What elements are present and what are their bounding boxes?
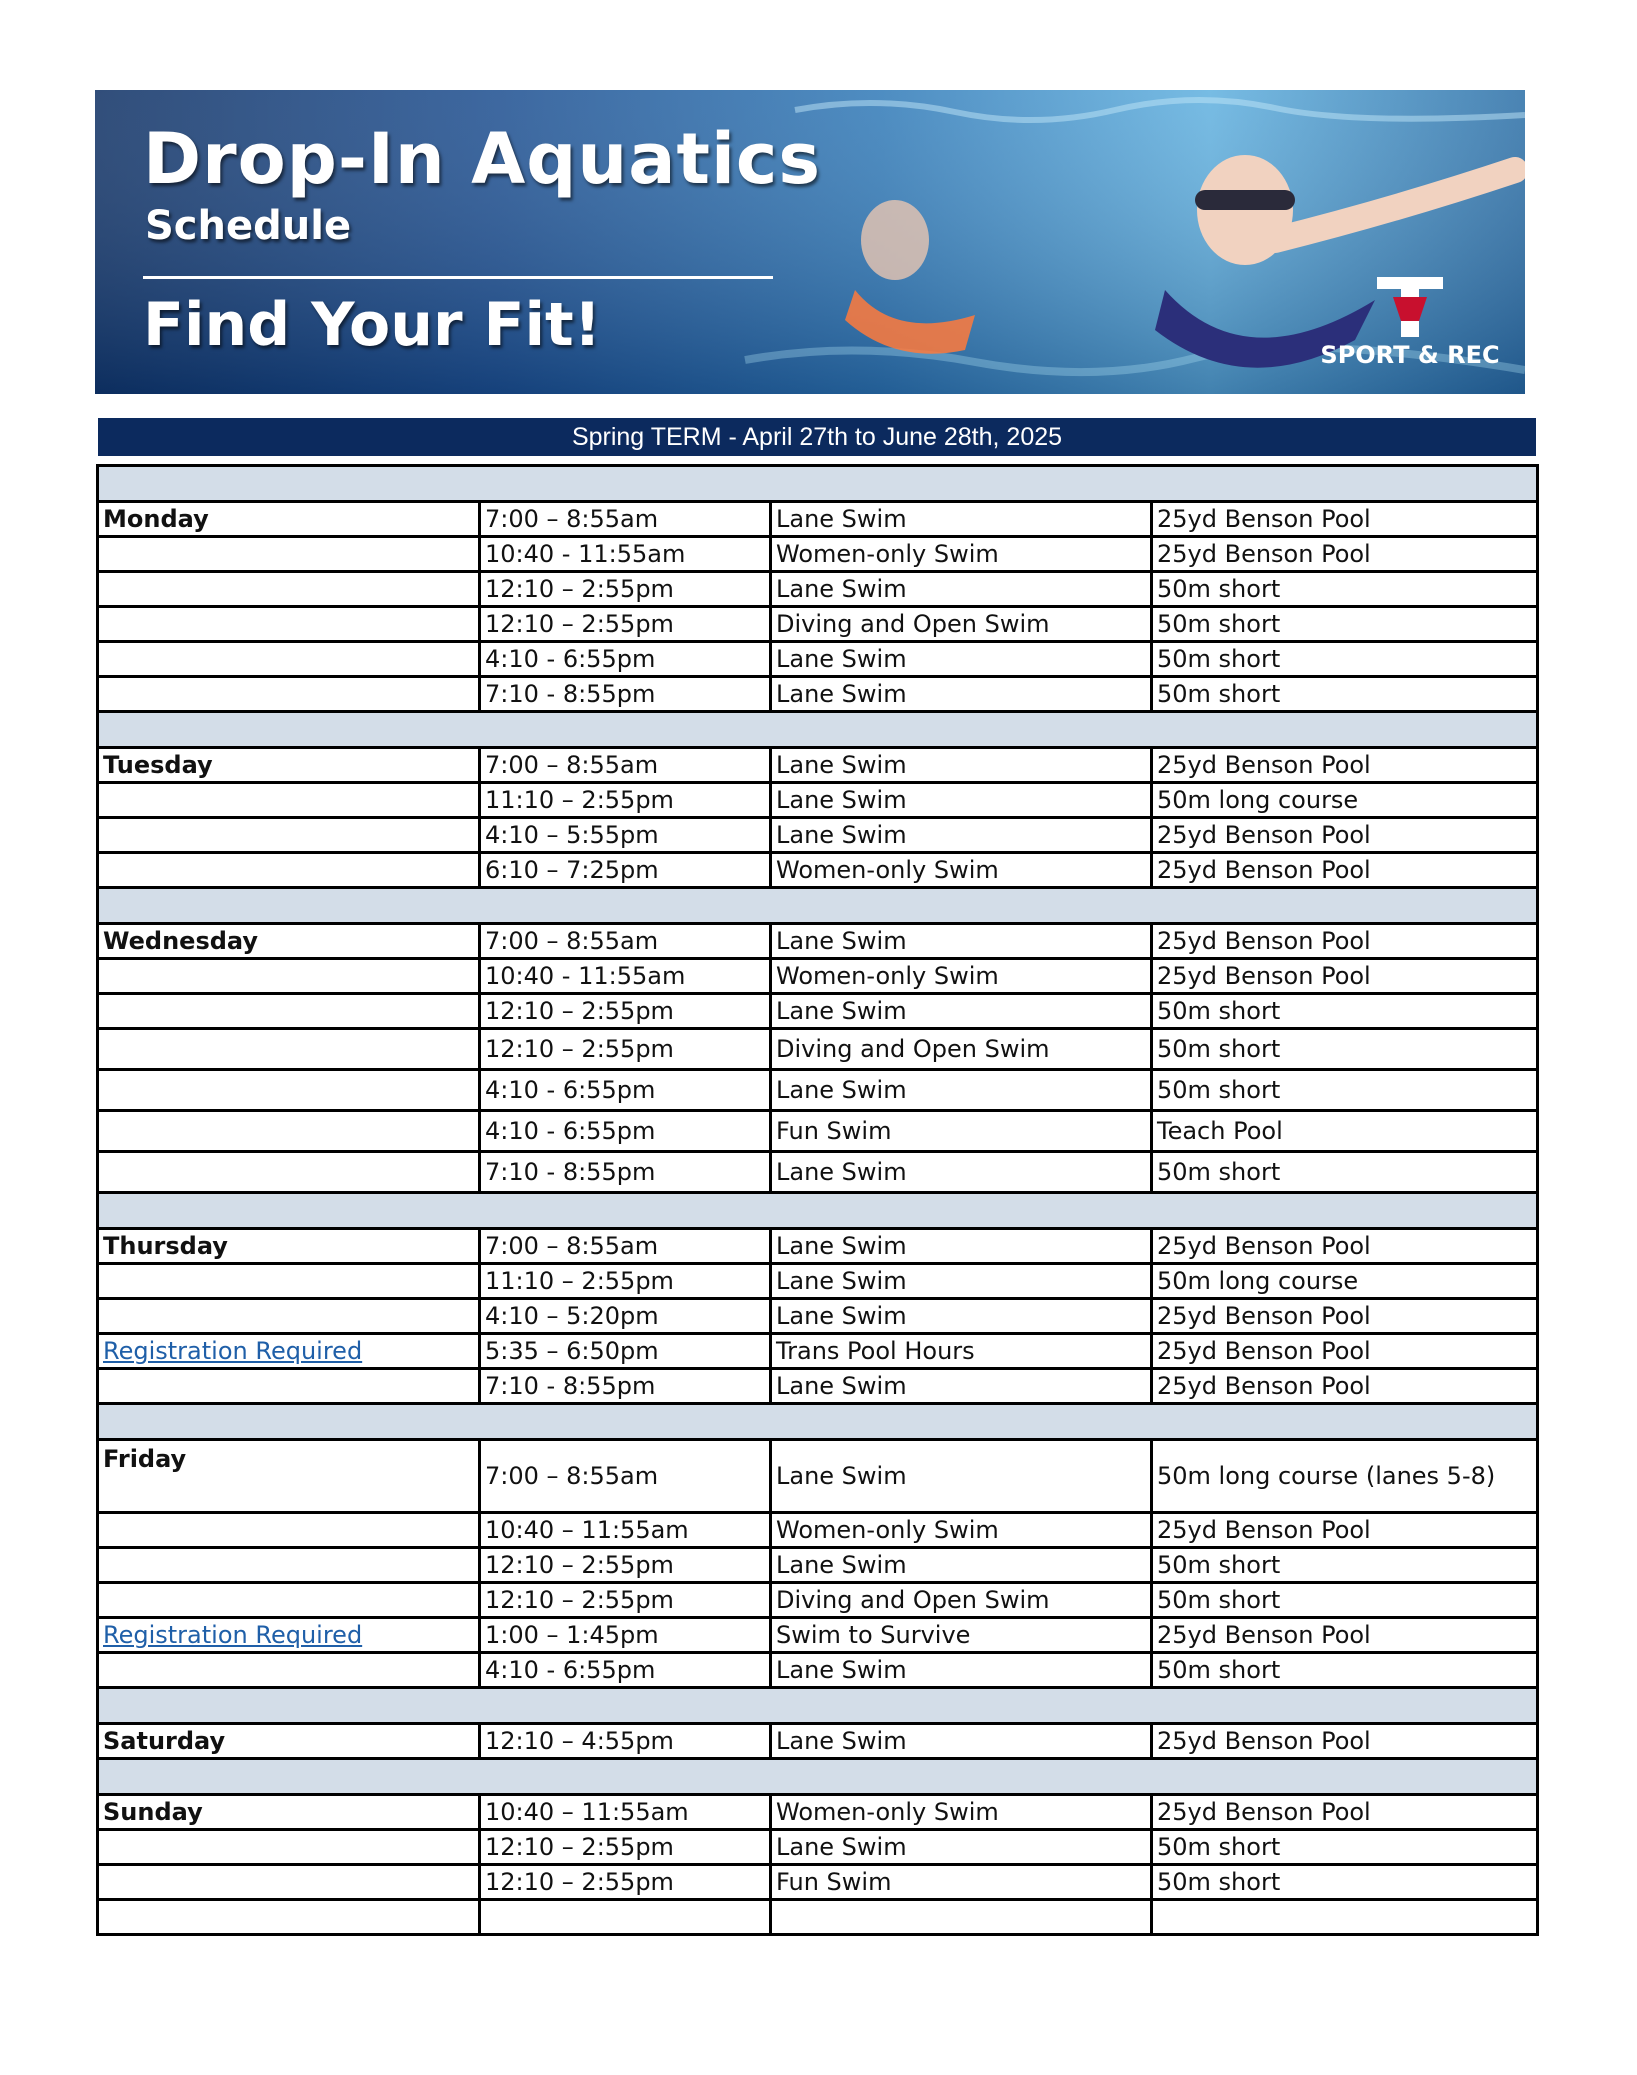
activity-cell: Lane Swim bbox=[771, 502, 1152, 537]
time-cell: 4:10 – 5:20pm bbox=[480, 1299, 771, 1334]
separator-cell bbox=[98, 888, 1538, 924]
activity-cell: Lane Swim bbox=[771, 677, 1152, 712]
time-cell: 6:10 – 7:25pm bbox=[480, 853, 771, 888]
separator-cell bbox=[98, 1759, 1538, 1795]
location-cell: 25yd Benson Pool bbox=[1152, 1334, 1538, 1369]
separator-cell bbox=[98, 1688, 1538, 1724]
location-cell: 25yd Benson Pool bbox=[1152, 502, 1538, 537]
time-cell: 12:10 – 2:55pm bbox=[480, 1583, 771, 1618]
activity-cell: Lane Swim bbox=[771, 1548, 1152, 1583]
activity-cell: Lane Swim bbox=[771, 924, 1152, 959]
location-cell: 50m short bbox=[1152, 1029, 1538, 1070]
table-row bbox=[98, 1229, 1538, 1264]
day-cell-empty bbox=[98, 1029, 480, 1070]
location-cell: 50m short bbox=[1152, 572, 1538, 607]
time-cell: 4:10 - 6:55pm bbox=[480, 1111, 771, 1152]
time-cell: 7:00 – 8:55am bbox=[480, 1440, 771, 1513]
day-separator-row bbox=[98, 1688, 1538, 1724]
day-label: Friday bbox=[98, 1440, 480, 1513]
time-cell: 7:10 - 8:55pm bbox=[480, 1152, 771, 1193]
activity-cell: Women-only Swim bbox=[771, 537, 1152, 572]
time-cell: 10:40 – 11:55am bbox=[480, 1795, 771, 1830]
table-row bbox=[98, 1724, 1538, 1759]
location-cell: 50m long course (lanes 5-8) bbox=[1152, 1440, 1538, 1513]
day-cell-empty bbox=[98, 1865, 480, 1900]
location-cell: 25yd Benson Pool bbox=[1152, 1513, 1538, 1548]
activity-cell: Lane Swim bbox=[771, 818, 1152, 853]
location-cell: 50m short bbox=[1152, 677, 1538, 712]
table-row bbox=[98, 572, 1538, 607]
empty-row bbox=[98, 1900, 1538, 1935]
activity-cell: Lane Swim bbox=[771, 748, 1152, 783]
day-cell-empty bbox=[98, 677, 480, 712]
day-cell-empty bbox=[98, 1299, 480, 1334]
time-cell: 11:10 – 2:55pm bbox=[480, 1264, 771, 1299]
location-cell: 25yd Benson Pool bbox=[1152, 1229, 1538, 1264]
table-row bbox=[98, 1152, 1538, 1193]
activity-cell: Women-only Swim bbox=[771, 1795, 1152, 1830]
t-logo-icon bbox=[1315, 275, 1505, 339]
table-row bbox=[98, 1070, 1538, 1111]
day-cell-empty bbox=[98, 959, 480, 994]
day-cell-empty bbox=[98, 1583, 480, 1618]
time-cell: 12:10 – 2:55pm bbox=[480, 572, 771, 607]
time-cell: 12:10 – 2:55pm bbox=[480, 994, 771, 1029]
activity-cell: Fun Swim bbox=[771, 1865, 1152, 1900]
table-row bbox=[98, 642, 1538, 677]
brand-name: SPORT & REC bbox=[1320, 341, 1500, 369]
day-label: Thursday bbox=[98, 1229, 480, 1264]
term-header: Spring TERM - April 27th to June 28th, 2025 bbox=[98, 418, 1536, 456]
time-cell: 11:10 – 2:55pm bbox=[480, 783, 771, 818]
table-row bbox=[98, 1795, 1538, 1830]
location-cell: 50m short bbox=[1152, 1583, 1538, 1618]
activity-cell: Lane Swim bbox=[771, 1229, 1152, 1264]
day-cell-empty bbox=[98, 642, 480, 677]
table-row bbox=[98, 1029, 1538, 1070]
activity-cell: Lane Swim bbox=[771, 1152, 1152, 1193]
day-cell-empty bbox=[98, 818, 480, 853]
time-cell: 12:10 – 4:55pm bbox=[480, 1724, 771, 1759]
empty-cell bbox=[1152, 1900, 1538, 1935]
time-cell: 10:40 - 11:55am bbox=[480, 537, 771, 572]
day-cell-empty bbox=[98, 572, 480, 607]
table-row bbox=[98, 677, 1538, 712]
time-cell: 7:00 – 8:55am bbox=[480, 924, 771, 959]
banner-tagline: Find Your Fit! bbox=[143, 290, 602, 360]
day-cell-empty bbox=[98, 1830, 480, 1865]
location-cell: 50m short bbox=[1152, 642, 1538, 677]
activity-cell: Lane Swim bbox=[771, 783, 1152, 818]
empty-cell bbox=[771, 1900, 1152, 1935]
location-cell: 25yd Benson Pool bbox=[1152, 1618, 1538, 1653]
location-cell: 25yd Benson Pool bbox=[1152, 959, 1538, 994]
activity-cell: Lane Swim bbox=[771, 572, 1152, 607]
location-cell: 50m short bbox=[1152, 1548, 1538, 1583]
registration-required-link[interactable]: Registration Required bbox=[103, 1337, 363, 1365]
location-cell: 50m long course bbox=[1152, 1264, 1538, 1299]
activity-cell: Diving and Open Swim bbox=[771, 607, 1152, 642]
day-separator-row bbox=[98, 1193, 1538, 1229]
day-cell-empty bbox=[98, 1513, 480, 1548]
table-row bbox=[98, 748, 1538, 783]
location-cell: 50m short bbox=[1152, 1865, 1538, 1900]
day-cell-empty bbox=[98, 1653, 480, 1688]
location-cell: 50m short bbox=[1152, 994, 1538, 1029]
day-cell-empty bbox=[98, 783, 480, 818]
time-cell: 4:10 - 6:55pm bbox=[480, 1653, 771, 1688]
time-cell: 7:10 - 8:55pm bbox=[480, 677, 771, 712]
separator-cell bbox=[98, 1404, 1538, 1440]
table-row bbox=[98, 537, 1538, 572]
day-label: Tuesday bbox=[98, 748, 480, 783]
separator-cell bbox=[98, 466, 1538, 502]
table-row bbox=[98, 1618, 1538, 1653]
registration-cell bbox=[98, 1618, 480, 1653]
location-cell: 25yd Benson Pool bbox=[1152, 924, 1538, 959]
banner bbox=[95, 90, 1525, 394]
sport-rec-logo bbox=[1315, 275, 1505, 375]
day-cell-empty bbox=[98, 1070, 480, 1111]
table-row bbox=[98, 924, 1538, 959]
table-row bbox=[98, 1299, 1538, 1334]
location-cell: 25yd Benson Pool bbox=[1152, 1795, 1538, 1830]
table-row bbox=[98, 1830, 1538, 1865]
time-cell: 7:10 - 8:55pm bbox=[480, 1369, 771, 1404]
day-separator-row bbox=[98, 888, 1538, 924]
activity-cell: Lane Swim bbox=[771, 1070, 1152, 1111]
table-row bbox=[98, 1548, 1538, 1583]
time-cell: 12:10 – 2:55pm bbox=[480, 607, 771, 642]
time-cell: 10:40 – 11:55am bbox=[480, 1513, 771, 1548]
location-cell: 50m short bbox=[1152, 1152, 1538, 1193]
table-row bbox=[98, 1583, 1538, 1618]
activity-cell: Lane Swim bbox=[771, 1653, 1152, 1688]
activity-cell: Women-only Swim bbox=[771, 959, 1152, 994]
empty-cell bbox=[98, 1900, 480, 1935]
activity-cell: Trans Pool Hours bbox=[771, 1334, 1152, 1369]
table-row bbox=[98, 1440, 1538, 1513]
table-row bbox=[98, 818, 1538, 853]
location-cell: 25yd Benson Pool bbox=[1152, 818, 1538, 853]
day-separator-row bbox=[98, 1759, 1538, 1795]
day-cell-empty bbox=[98, 607, 480, 642]
location-cell: 50m short bbox=[1152, 1070, 1538, 1111]
location-cell: 25yd Benson Pool bbox=[1152, 1299, 1538, 1334]
table-row bbox=[98, 1111, 1538, 1152]
activity-cell: Swim to Survive bbox=[771, 1618, 1152, 1653]
day-separator-row bbox=[98, 712, 1538, 748]
table-row bbox=[98, 502, 1538, 537]
day-separator-row bbox=[98, 466, 1538, 502]
table-row bbox=[98, 959, 1538, 994]
time-cell: 12:10 – 2:55pm bbox=[480, 1548, 771, 1583]
time-cell: 12:10 – 2:55pm bbox=[480, 1830, 771, 1865]
time-cell: 5:35 – 6:50pm bbox=[480, 1334, 771, 1369]
day-cell-empty bbox=[98, 1548, 480, 1583]
day-label: Wednesday bbox=[98, 924, 480, 959]
day-cell-empty bbox=[98, 853, 480, 888]
time-cell: 12:10 – 2:55pm bbox=[480, 1865, 771, 1900]
day-cell-empty bbox=[98, 1152, 480, 1193]
time-cell: 4:10 - 6:55pm bbox=[480, 1070, 771, 1111]
day-cell-empty bbox=[98, 537, 480, 572]
location-cell: 50m short bbox=[1152, 1653, 1538, 1688]
table-row bbox=[98, 994, 1538, 1029]
activity-cell: Lane Swim bbox=[771, 642, 1152, 677]
time-cell: 4:10 - 6:55pm bbox=[480, 642, 771, 677]
activity-cell: Women-only Swim bbox=[771, 853, 1152, 888]
time-cell: 4:10 – 5:55pm bbox=[480, 818, 771, 853]
location-cell: 50m long course bbox=[1152, 783, 1538, 818]
table-row bbox=[98, 1865, 1538, 1900]
activity-cell: Lane Swim bbox=[771, 1299, 1152, 1334]
day-cell-empty bbox=[98, 1369, 480, 1404]
activity-cell: Lane Swim bbox=[771, 1830, 1152, 1865]
schedule-table bbox=[96, 464, 1539, 1936]
banner-divider bbox=[143, 276, 773, 279]
empty-cell bbox=[480, 1900, 771, 1935]
time-cell: 1:00 – 1:45pm bbox=[480, 1618, 771, 1653]
table-row bbox=[98, 1513, 1538, 1548]
day-cell-empty bbox=[98, 994, 480, 1029]
table-row bbox=[98, 853, 1538, 888]
location-cell: 50m short bbox=[1152, 1830, 1538, 1865]
activity-cell: Lane Swim bbox=[771, 994, 1152, 1029]
day-label: Saturday bbox=[98, 1724, 480, 1759]
time-cell: 7:00 – 8:55am bbox=[480, 1229, 771, 1264]
table-row bbox=[98, 1264, 1538, 1299]
location-cell: 25yd Benson Pool bbox=[1152, 853, 1538, 888]
table-row bbox=[98, 607, 1538, 642]
activity-cell: Lane Swim bbox=[771, 1369, 1152, 1404]
registration-cell bbox=[98, 1334, 480, 1369]
table-row bbox=[98, 783, 1538, 818]
location-cell: 25yd Benson Pool bbox=[1152, 1369, 1538, 1404]
time-cell: 10:40 - 11:55am bbox=[480, 959, 771, 994]
activity-cell: Diving and Open Swim bbox=[771, 1029, 1152, 1070]
activity-cell: Lane Swim bbox=[771, 1440, 1152, 1513]
day-label: Sunday bbox=[98, 1795, 480, 1830]
separator-cell bbox=[98, 712, 1538, 748]
table-row bbox=[98, 1369, 1538, 1404]
separator-cell bbox=[98, 1193, 1538, 1229]
time-cell: 12:10 – 2:55pm bbox=[480, 1029, 771, 1070]
table-row bbox=[98, 1653, 1538, 1688]
day-separator-row bbox=[98, 1404, 1538, 1440]
banner-title: Drop-In Aquatics bbox=[143, 118, 822, 200]
activity-cell: Diving and Open Swim bbox=[771, 1583, 1152, 1618]
day-label: Monday bbox=[98, 502, 480, 537]
location-cell: 25yd Benson Pool bbox=[1152, 1724, 1538, 1759]
activity-cell: Lane Swim bbox=[771, 1724, 1152, 1759]
activity-cell: Fun Swim bbox=[771, 1111, 1152, 1152]
location-cell: Teach Pool bbox=[1152, 1111, 1538, 1152]
time-cell: 7:00 – 8:55am bbox=[480, 502, 771, 537]
banner-subtitle: Schedule bbox=[145, 203, 352, 249]
day-cell-empty bbox=[98, 1264, 480, 1299]
location-cell: 25yd Benson Pool bbox=[1152, 537, 1538, 572]
table-row bbox=[98, 1334, 1538, 1369]
day-cell-empty bbox=[98, 1111, 480, 1152]
activity-cell: Lane Swim bbox=[771, 1264, 1152, 1299]
registration-required-link[interactable]: Registration Required bbox=[103, 1621, 363, 1649]
time-cell: 7:00 – 8:55am bbox=[480, 748, 771, 783]
location-cell: 50m short bbox=[1152, 607, 1538, 642]
location-cell: 25yd Benson Pool bbox=[1152, 748, 1538, 783]
activity-cell: Women-only Swim bbox=[771, 1513, 1152, 1548]
